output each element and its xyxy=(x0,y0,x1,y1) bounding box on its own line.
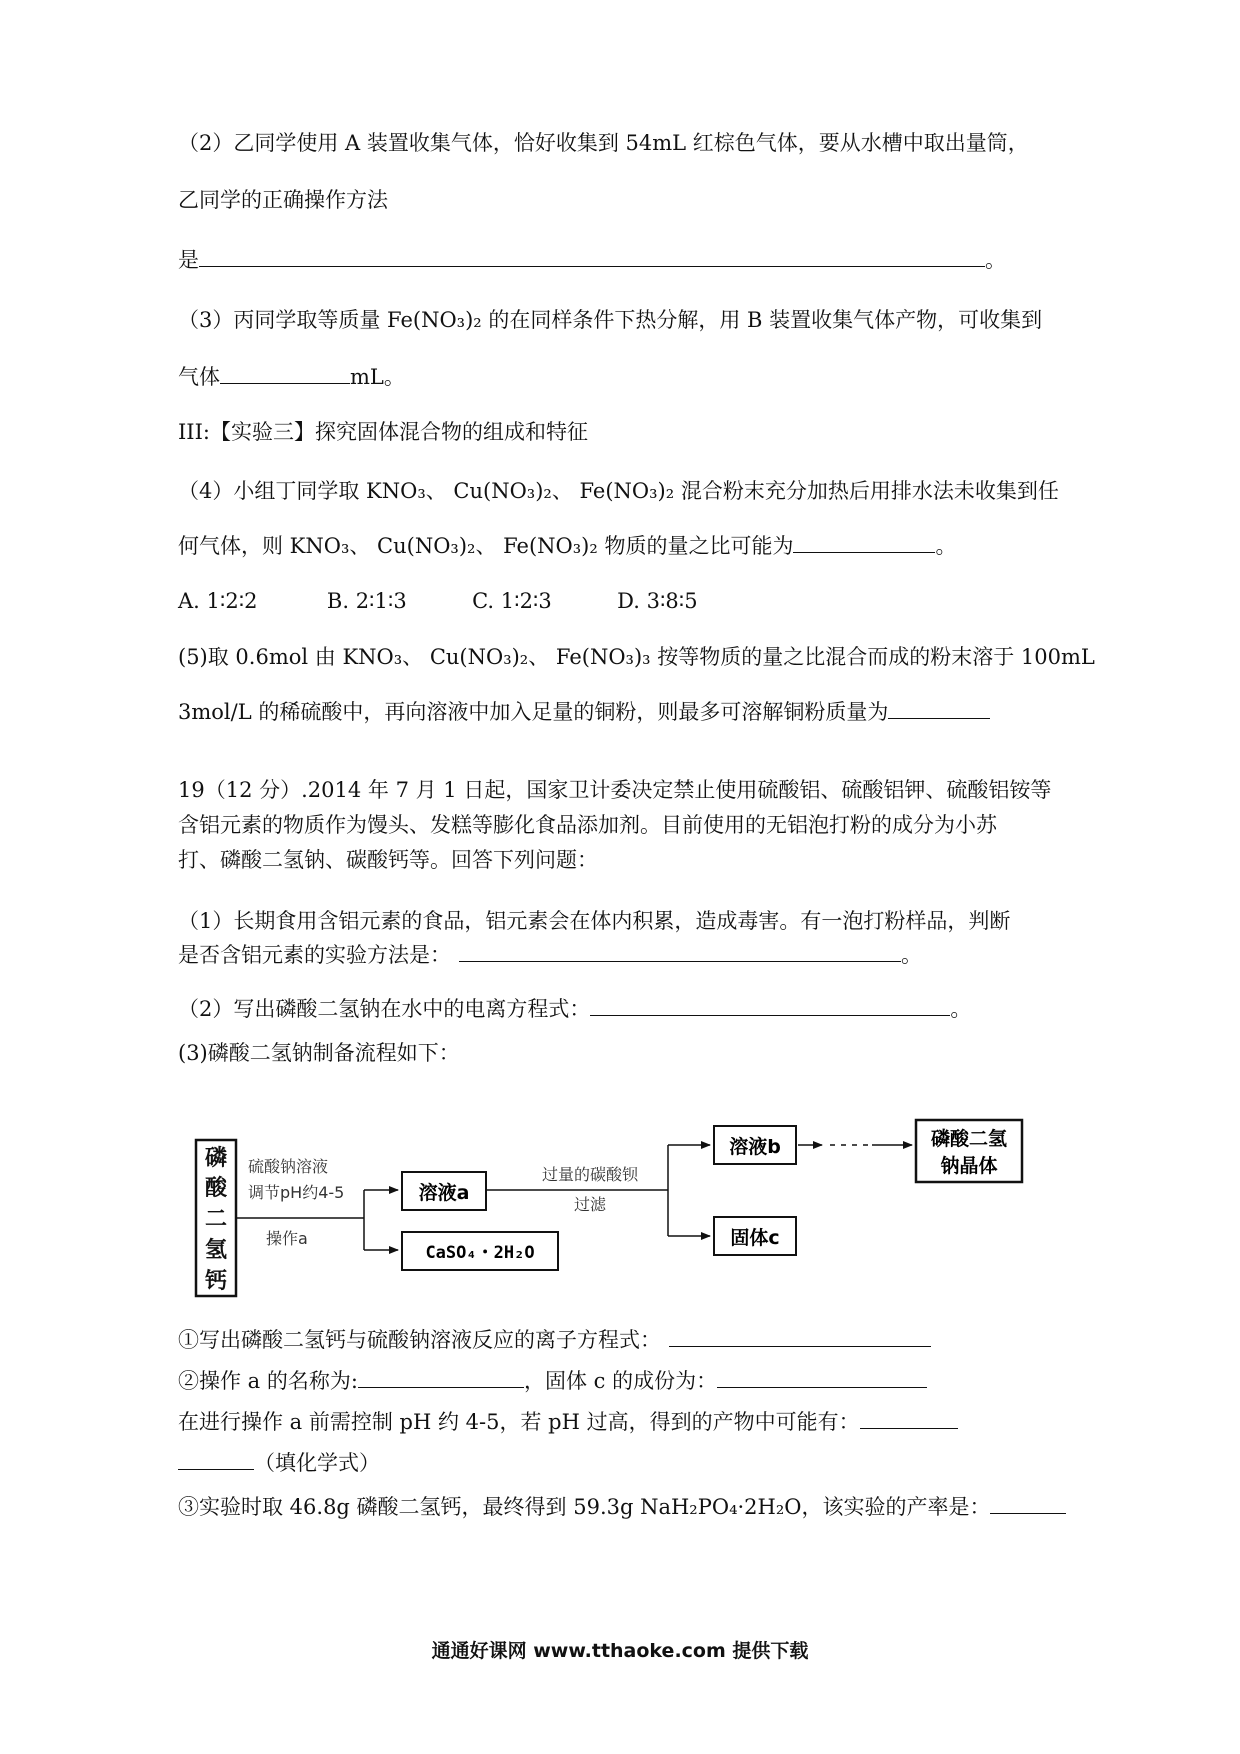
q18-part2-line1: （2）乙同学使用 A 装置收集气体，恰好收集到 54mL 红棕色气体，要从水槽中取出量筒， xyxy=(178,131,1029,155)
q19-sub2-answer-blank-1[interactable] xyxy=(358,1367,524,1388)
q18-part5-line1: (5)取 0.6mol 由 KNO₃、 Cu(NO₃)₂、 Fe(NO₃)₃ 按等物质的量之比混合而成的粉末溶于 100mL xyxy=(178,645,1095,669)
q19-intro-line1: 19（12 分）.2014 年 7 月 1 日起，国家卫计委决定禁止使用硫酸铝、硫酸铝钾、硫酸铝铵等 xyxy=(178,778,1052,802)
q19-sub3-prefix: ③实验时取 46.8g 磷酸二氢钙，最终得到 59.3g NaH₂PO₄·2H₂O，该实验的产率是： xyxy=(178,1495,991,1519)
q19-sub2c-suffix: （填化学式） xyxy=(254,1451,380,1475)
precipitate-label: CaSO₄・2H₂O xyxy=(425,1243,535,1263)
start-box-char: 酸 xyxy=(204,1176,228,1201)
reagent2-label-2: 过滤 xyxy=(573,1195,607,1214)
q19-sub1-line xyxy=(178,1325,931,1355)
solid-c-label: 固体c xyxy=(730,1227,780,1249)
q19-sub3-answer-blank[interactable] xyxy=(990,1493,1066,1514)
product-label-2: 钠晶体 xyxy=(940,1155,998,1177)
q19-sub2c-answer-blank[interactable] xyxy=(178,1449,254,1470)
q19-sub2-line xyxy=(178,1366,927,1396)
q19-sub2b-answer-blank[interactable] xyxy=(860,1408,958,1429)
q18-part2-prefix: 是 xyxy=(178,248,199,272)
q18-part3-prefix: 气体 xyxy=(178,365,220,389)
q19-sub2b-line xyxy=(178,1407,958,1437)
solution-a-label: 溶液a xyxy=(418,1182,470,1204)
reagent-label-1: 硫酸钠溶液 xyxy=(248,1157,329,1176)
page-footer: 通通好课网 www.tthaoke.com 提供下载 xyxy=(431,1640,809,1662)
option-a[interactable]: A. 1∶2∶2 xyxy=(178,589,258,613)
q19-sub2c-line xyxy=(178,1448,380,1478)
q19-sub2-middle: ，固体 c 的成份为： xyxy=(523,1369,718,1393)
start-box-char: 二 xyxy=(204,1207,228,1232)
reagent2-label-1: 过量的碳酸钡 xyxy=(541,1165,639,1184)
start-box-char: 磷 xyxy=(204,1146,228,1171)
option-c[interactable]: C. 1∶2∶3 xyxy=(472,589,552,613)
q19-sub1-answer-blank[interactable] xyxy=(669,1326,931,1347)
q18-part4-suffix: 。 xyxy=(935,534,957,558)
q19-part1-suffix: 。 xyxy=(901,943,922,967)
q18-part2-suffix: 。 xyxy=(985,248,1006,272)
q19-intro-line3: 打、磷酸二氢钠、碳酸钙等。回答下列问题： xyxy=(178,848,598,872)
q18-part3-line1: （3）丙同学取等质量 Fe(NO₃)₂ 的在同样条件下热分解，用 B 装置收集气体产物，可收集到 xyxy=(178,308,1043,332)
q18-part4-line1: （4）小组丁同学取 KNO₃、 Cu(NO₃)₂、 Fe(NO₃)₂ 混合粉末充分加热后用排水法未收集到任 xyxy=(178,479,1059,503)
q19-intro-line2: 含铝元素的物质作为馒头、发糕等膨化食品添加剂。目前使用的无铝泡打粉的成分为小苏 xyxy=(178,813,997,837)
start-box-char: 钙 xyxy=(204,1269,228,1294)
reagent-label-2: 调节pH约4-5 xyxy=(248,1183,345,1202)
q18-part3-suffix: mL。 xyxy=(350,365,405,389)
operation-a-label: 操作a xyxy=(266,1229,308,1248)
q19-sub1-prefix: ①写出磷酸二氢钙与硫酸钠溶液反应的离子方程式： xyxy=(178,1328,661,1352)
q19-part3-title: (3)磷酸二氢钠制备流程如下： xyxy=(178,1041,460,1065)
q18-part4-prefix: 何气体，则 KNO₃、 Cu(NO₃)₂、 Fe(NO₃)₂ 物质的量之比可能为 xyxy=(178,534,794,558)
q19-sub3-line xyxy=(178,1492,1066,1522)
option-b[interactable]: B. 2∶1∶3 xyxy=(326,589,407,613)
q19-part2-prefix: （2）写出磷酸二氢钠在水中的电离方程式： xyxy=(178,997,591,1021)
q19-part2-suffix: 。 xyxy=(950,997,972,1021)
start-box-char: 氢 xyxy=(204,1238,228,1263)
q18-part2-line2: 乙同学的正确操作方法 xyxy=(178,188,388,212)
q18-part5-text: 3mol/L 的稀硫酸中，再向溶液中加入足量的铜粉，则最多可溶解铜粉质量为 xyxy=(178,700,889,724)
product-label-1: 磷酸二氢 xyxy=(930,1128,1008,1150)
q19-sub2-prefix: ②操作 a 的名称为: xyxy=(178,1369,358,1393)
solution-b-label: 溶液b xyxy=(729,1136,781,1158)
q19-sub2-answer-blank-2[interactable] xyxy=(717,1367,927,1388)
q19-part1-prefix: 是否含铝元素的实验方法是： xyxy=(178,943,451,967)
experiment3-title: III:【实验三】探究固体混合物的组成和特征 xyxy=(178,420,588,444)
option-d[interactable]: D. 3∶8∶5 xyxy=(617,589,698,613)
q19-part1-line1: （1）长期食用含铝元素的食品，铝元素会在体内积累，造成毒害。有一泡打粉样品，判断 xyxy=(178,909,1011,933)
q19-sub2b-prefix: 在进行操作 a 前需控制 pH 约 4-5，若 pH 过高，得到的产物中可能有： xyxy=(178,1410,860,1434)
